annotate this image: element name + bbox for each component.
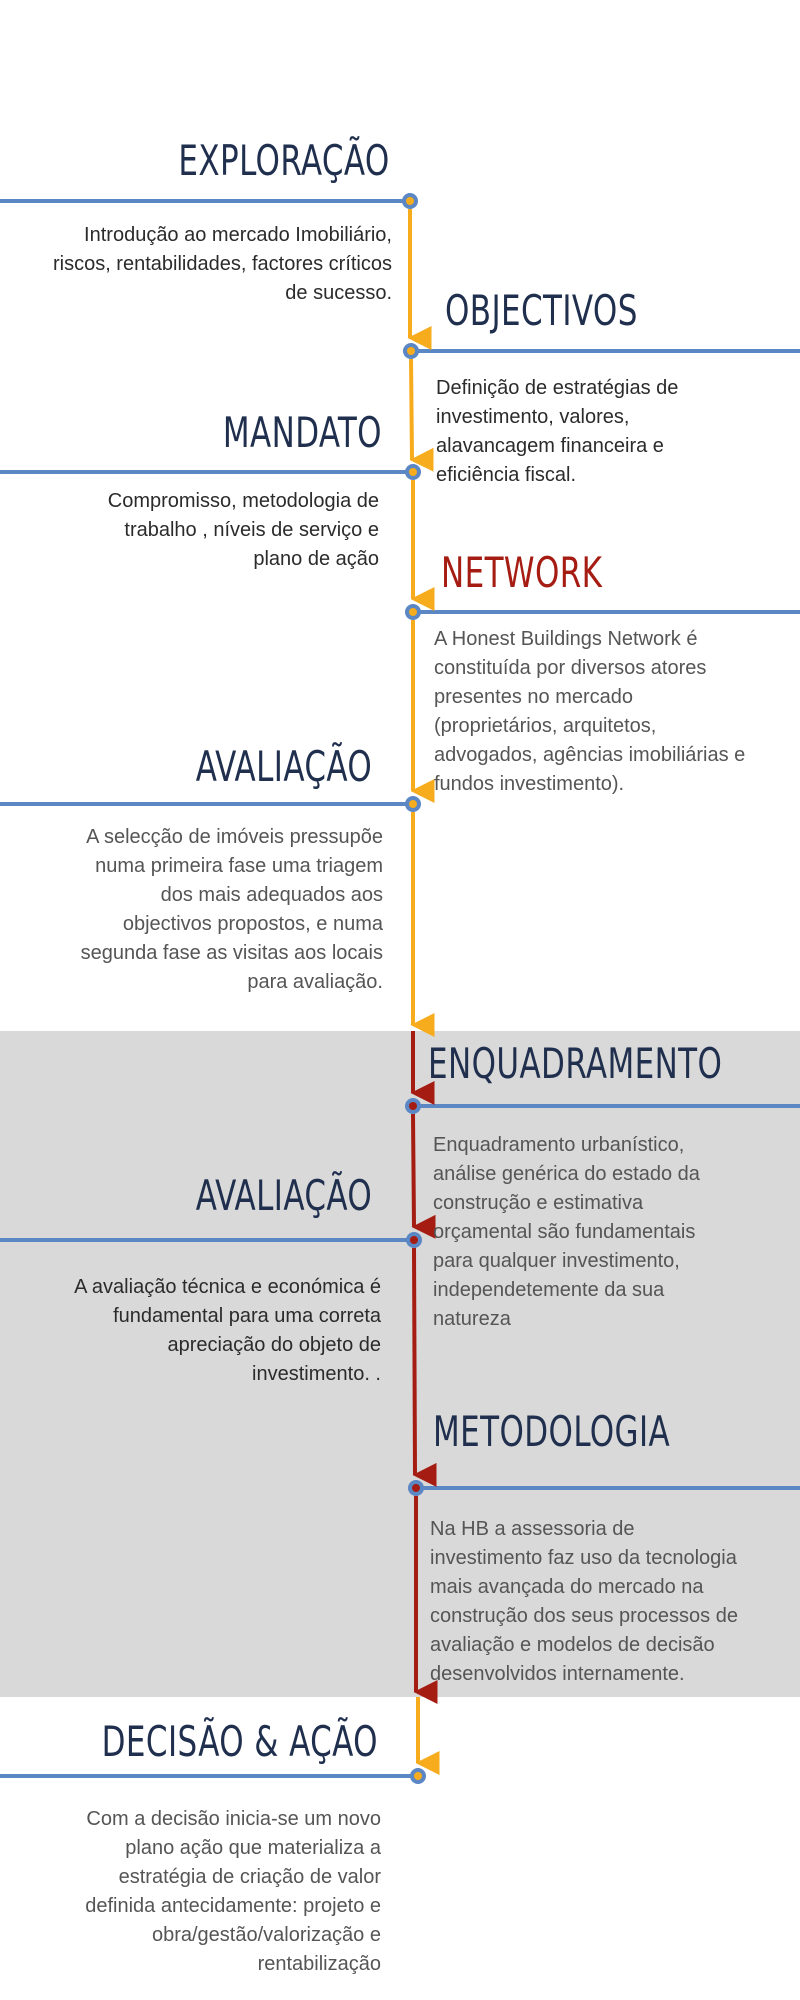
node-avaliacao1 [405, 796, 421, 812]
step-title-mandato: MANDATO [222, 408, 382, 457]
node-enquadramento [405, 1098, 421, 1114]
step-text-metodologia: Na HB a assessoria de investimento faz uso da tecnologia mais avançada do mercado na construção dos seus processos de avaliação e modelos de decisão desenvolvidos internamente. [430, 1518, 738, 1685]
step-title-enquadramento: ENQUADRAMENTO [428, 1039, 723, 1088]
arrow-2 [411, 359, 412, 460]
node-mandato [405, 464, 421, 480]
step-text-network: A Honest Buildings Network é constituída por diversos atores presentes no mercado (proprietários, arquitetos, advogados, agências imobiliárias e fundos investimento). [434, 628, 746, 795]
step-text-mandato: Compromisso, metodologia de trabalho , níveis de serviço e plano de ação [107, 490, 379, 570]
step-text-avaliacao-2: A avaliação técnica e económica é fundamental para uma correta apreciação do objeto de investimento. . [74, 1276, 381, 1385]
step-title-objectivos: OBJECTIVOS [445, 286, 638, 335]
step-text-objectivos: Definição de estratégias de investimento, valores, alavancagem financeira e eficiência fiscal. [436, 377, 679, 486]
step-text-decisao: Com a decisão inicia-se um novo plano ação que materializa a estratégia de criação de valor definida antecidamente: projeto e obra/gestão/valorização e rentabilização [85, 1808, 381, 1975]
step-text-avaliacao-1: A selecção de imóveis pressupõe numa primeira fase uma triagem dos mais adequados aos objectivos propostos, e numa segunda fase as visitas aos locais para avaliação. [80, 826, 383, 993]
step-text-exploracao: Introdução ao mercado Imobiliário, riscos, rentabilidades, factores críticos de sucesso. [52, 224, 392, 304]
step-title-avaliacao-2: AVALIAÇÃO [195, 1171, 372, 1220]
node-decisao [410, 1768, 426, 1784]
node-objectivos [403, 343, 419, 359]
arrow-7 [413, 1114, 414, 1227]
arrow-8 [414, 1248, 415, 1475]
step-title-avaliacao-1: AVALIAÇÃO [195, 742, 372, 791]
node-avaliacao2 [406, 1232, 422, 1248]
step-title-decisao: DECISÃO & AÇÃO [101, 1717, 378, 1766]
step-title-network: NETWORK [441, 548, 603, 597]
node-network [405, 604, 421, 620]
step-title-exploracao: EXPLORAÇÃO [178, 136, 390, 185]
node-exploracao [402, 193, 418, 209]
node-metodologia [408, 1480, 424, 1496]
step-text-enquadramento: Enquadramento urbanístico, análise genérica do estado da construção e estimativa orçamental são fundamentais para qualquer investimento, independetemente da sua natureza [433, 1134, 700, 1330]
step-title-metodologia: METODOLOGIA [433, 1407, 671, 1456]
